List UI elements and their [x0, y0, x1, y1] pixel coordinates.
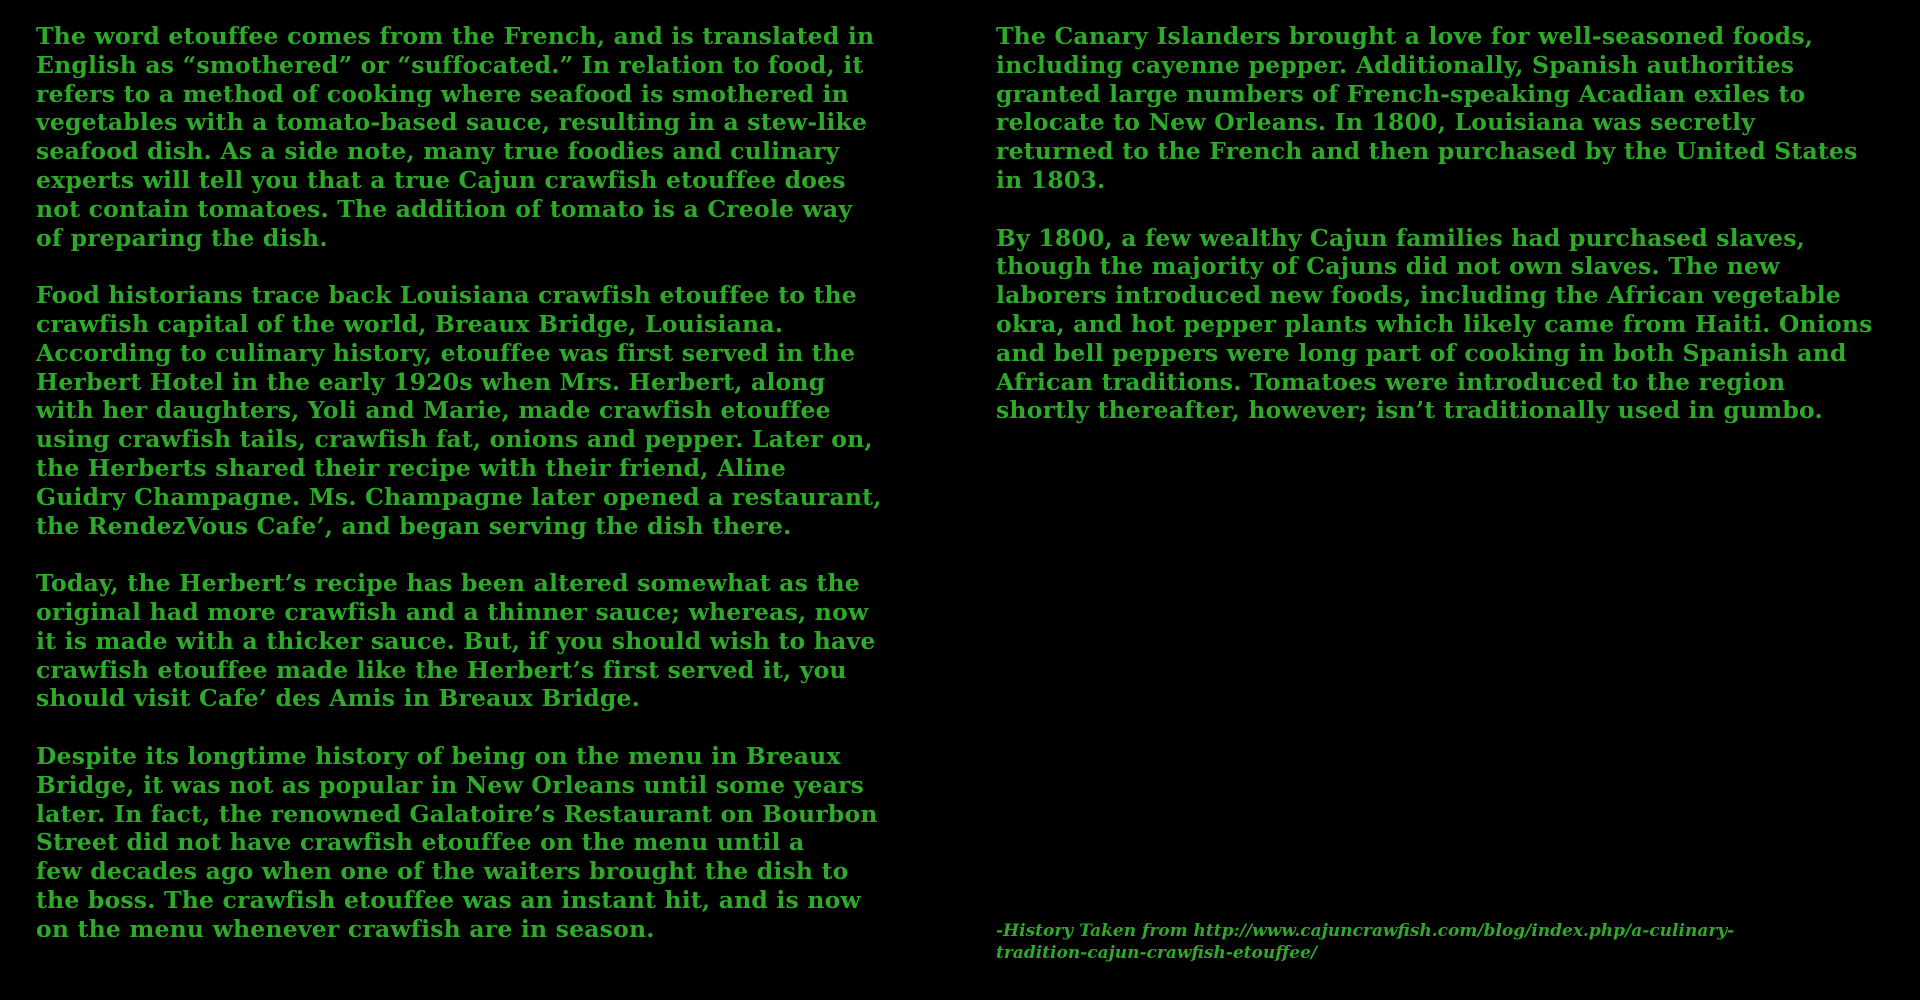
paragraph-new-orleans-popularity: Despite its longtime history of being on the menu in Breaux Bridge, it was not as popular in New Orleans until some years later. In fact, the renowned Galatoire’s Restaurant on Bourbon Street did not have crawfish etouffee on the menu until a few decades ago when one of the waiters brought the dish to the boss. The crawfish etouffee was an instant hit, and is now on the menu whenever crawfish are in season.: [36, 741, 878, 943]
paragraph-etouffee-meaning: The word etouffee comes from the French, and is translated in English as “smothered” or “suffocated.” In relation to food, it refers to a method of cooking where seafood is smothered in vegetables with a tomato-based sauce, resulting in a stew-like seafood dish. As a side note, many true foodies and culinary experts will tell you that a true Cajun crawfish etouffee does not contain tomatoes. The addition of tomato is a Creole way of preparing the dish.: [36, 22, 875, 252]
right-text-column: [996, 22, 1896, 454]
paragraph-canary-islanders: The Canary Islanders brought a love for well-seasoned foods, including cayenne pepper. Additionally, Spanish authorities granted large numbers of French-speaking Acadian exiles to relocate to New Orleans. In 1800, Louisiana was secretly returned to the French and then purchased by the United States in 1803.: [996, 22, 1858, 194]
source-citation: -History Taken from http://www.cajuncrawfish.com/blog/index.php/a-culinary- tradition-cajun-crawfish-etouffee/: [996, 921, 1735, 963]
paragraph-breaux-bridge-origin: Food historians trace back Louisiana crawfish etouffee to the crawfish capital of the world, Breaux Bridge, Louisiana. According to culinary history, etouffee was first served in the Herbert Hotel in the early 1920s when Mrs. Herbert, along with her daughters, Yoli and Marie, made crawfish etouffee using crawfish tails, crawfish fat, onions and pepper. Later on, the Herberts shared their recipe with their friend, Aline Guidry Champagne. Ms. Champagne later opened a restaurant, the RendezVous Cafe’, and began serving the dish there.: [36, 281, 882, 540]
paragraph-herbert-recipe: Today, the Herbert’s recipe has been altered somewhat as the original had more crawfish and a thinner sauce; whereas, now it is made with a thicker sauce. But, if you should wish to have crawfish etouffee made like the Herbert’s first served it, you should visit Cafe’ des Amis in Breaux Bridge.: [36, 569, 876, 713]
left-text-column: [36, 22, 936, 972]
paragraph-cajun-families: By 1800, a few wealthy Cajun families had purchased slaves, though the majority of Cajuns did not own slaves. The new laborers introduced new foods, including the African vegetable okra, and hot pepper plants which likely came from Haiti. Onions and bell peppers were long part of cooking in both Spanish and African traditions. Tomatoes were introduced to the region shortly thereafter, however; isn’t traditionally used in gumbo.: [996, 223, 1873, 425]
